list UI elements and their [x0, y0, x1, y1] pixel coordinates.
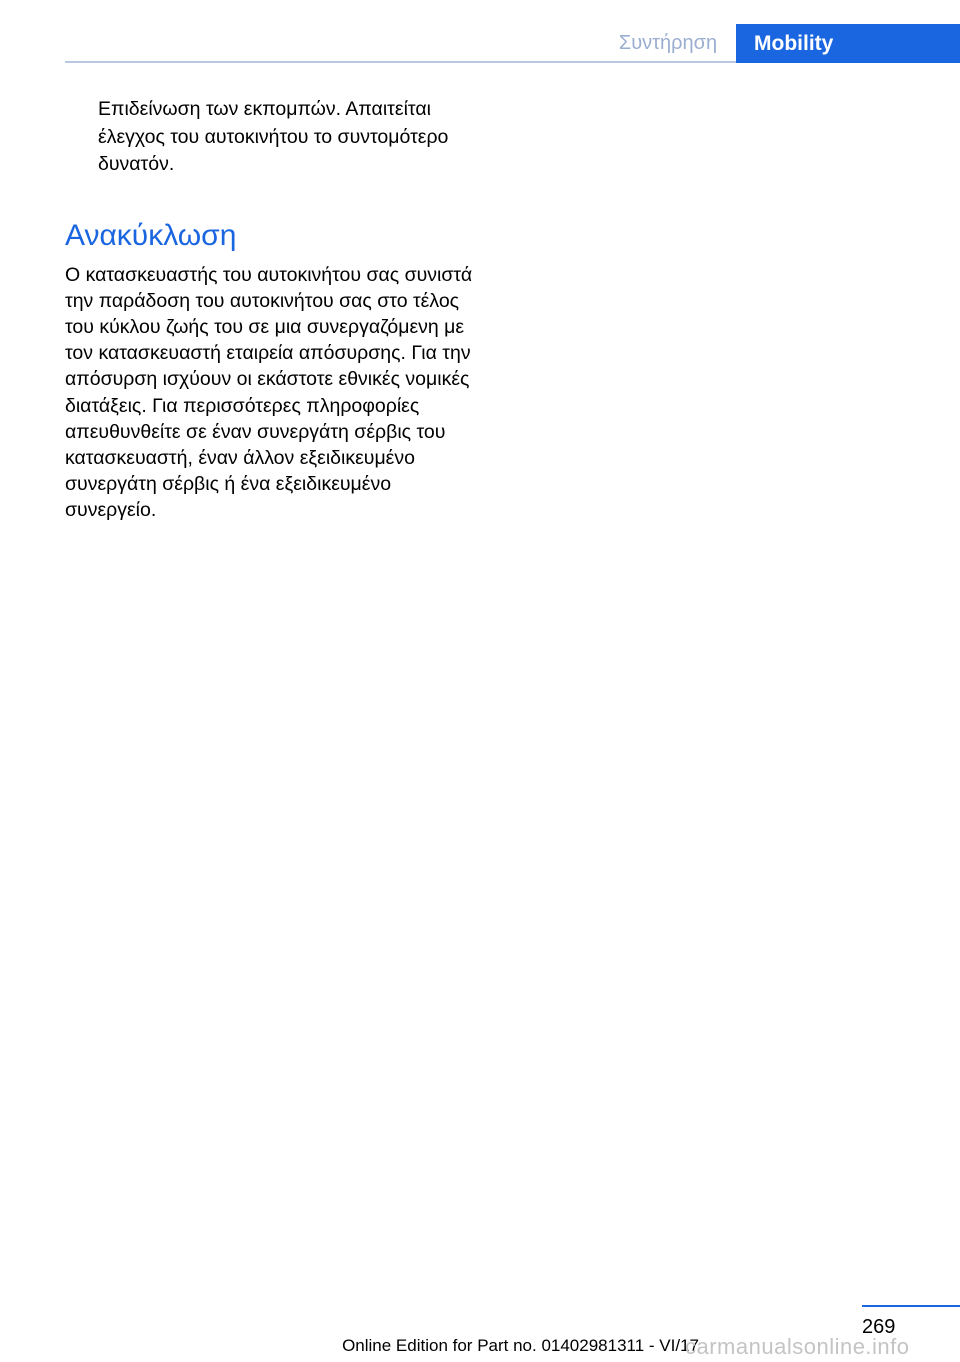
footer-edition-text: Online Edition for Part no. 01402981311 - VI/17	[342, 1336, 699, 1355]
header-chapter-tab: Mobility	[736, 24, 960, 63]
section-heading: Ανακύκλωση	[65, 218, 237, 252]
watermark: carmanualsonline.info	[685, 1334, 910, 1359]
header-section-title: Συντήρηση	[618, 32, 718, 54]
footer-rule	[862, 1305, 960, 1307]
page-content	[65, 96, 485, 524]
section-body-text: Ο κατασκευαστής του αυτοκινήτου σας συνιστά την παράδοση του αυτοκινήτου σας στο τέλος του κύκλου ζωής του σε μια συνεργαζόμενη με τον κατασκευαστή εταιρεία απόσυρσης. Για την απόσυρση ισχύουν οι εκάστοτε εθνικές νομικές διατάξεις. Για περισσότερες πληροφορίες απευθυνθείτε σε έναν συνεργάτη σέρβις του κατασκευαστή, έναν άλλον εξειδικευμένο συνεργάτη σέρβις ή ένα εξειδικευμένο συνεργείο.	[65, 263, 473, 522]
page-number: 269	[862, 1316, 896, 1338]
warning-continuation-text: Επιδείνωση των εκπομπών. Απαιτείται έλεγχος του αυτοκινήτου το συντομότερο δυνατόν.	[98, 98, 449, 175]
